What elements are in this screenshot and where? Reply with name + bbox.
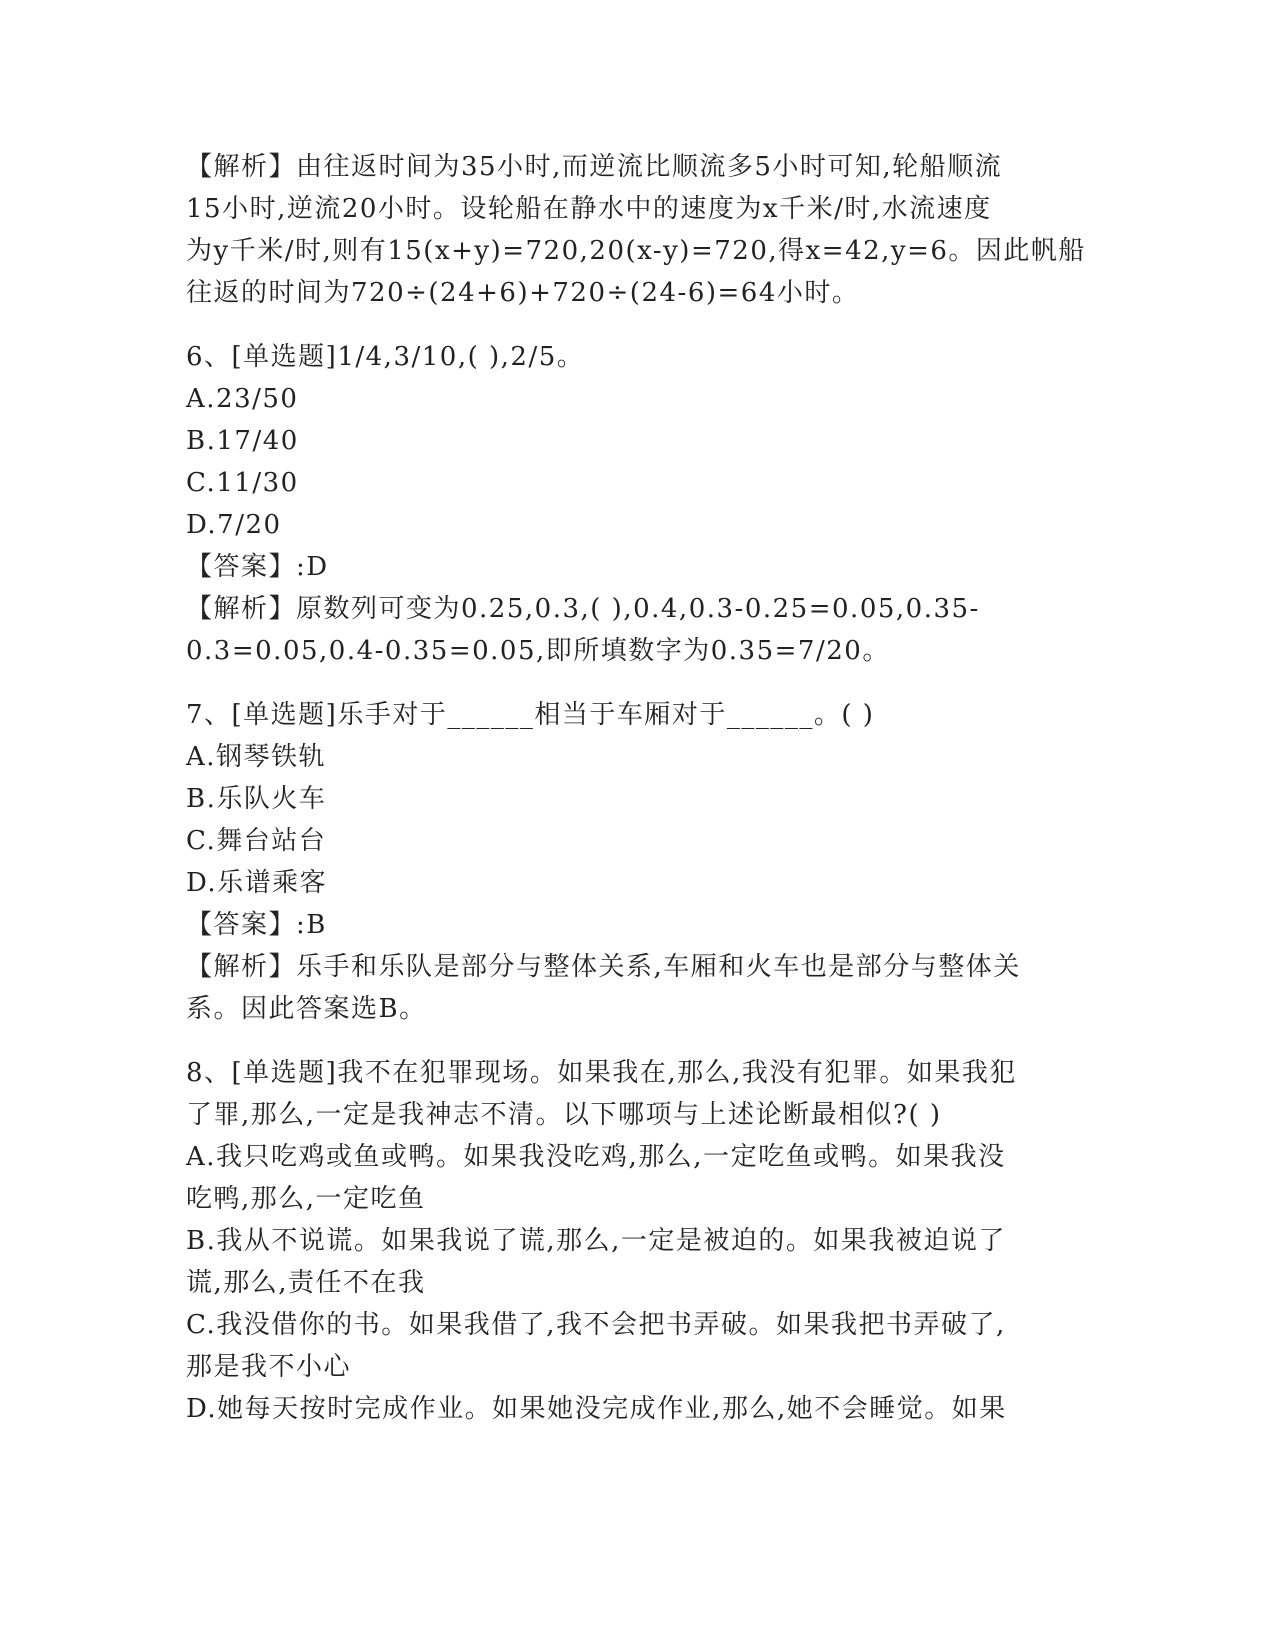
q6-answer: 【答案】:D — [186, 552, 329, 582]
q5-analysis — [186, 146, 1086, 314]
question-7 — [186, 694, 1086, 1030]
q7-answer: 【答案】:B — [186, 910, 327, 940]
q5-analysis-line: 往返的时间为720÷(24+6)+720÷(24-6)=64小时。 — [186, 278, 860, 308]
q6-option-d: D.7/20 — [186, 510, 282, 540]
q8-option-c-cont: 那是我不小心 — [186, 1352, 352, 1382]
question-8 — [186, 1052, 1086, 1430]
q7-analysis-line: 系。因此答案选B。 — [186, 994, 427, 1024]
spacer — [186, 314, 1086, 336]
q6-analysis-line: 【解析】原数列可变为0.25,0.3,( ),0.4,0.3-0.25=0.05,0.35- — [186, 594, 980, 624]
q5-analysis-line: 15小时,逆流20小时。设轮船在静水中的速度为x千米/时,水流速度 — [186, 194, 992, 224]
q5-analysis-line: 【解析】由往返时间为35小时,而逆流比顺流多5小时可知,轮船顺流 — [186, 152, 1003, 182]
q6-stem: 6、[单选题]1/4,3/10,( ),2/5。 — [186, 342, 585, 372]
q5-analysis-line: 为y千米/时,则有15(x+y)=720,20(x-y)=720,得x=42,y=6。因此帆船 — [186, 236, 1086, 266]
q8-option-c: C.我没借你的书。如果我借了,我不会把书弄破。如果我把书弄破了, — [186, 1310, 1006, 1340]
q8-stem-line: 了罪,那么,一定是我神志不清。以下哪项与上述论断最相似?( ) — [186, 1100, 942, 1130]
q8-stem-line: 8、[单选题]我不在犯罪现场。如果我在,那么,我没有犯罪。如果我犯 — [186, 1058, 1017, 1088]
q7-option-a: A.钢琴铁轨 — [186, 742, 327, 772]
spacer — [186, 672, 1086, 694]
spacer — [186, 1030, 1086, 1052]
q8-option-b: B.我从不说谎。如果我说了谎,那么,一定是被迫的。如果我被迫说了 — [186, 1226, 1006, 1256]
q7-option-c: C.舞台站台 — [186, 826, 327, 856]
q7-option-b: B.乐队火车 — [186, 784, 327, 814]
q8-option-d: D.她每天按时完成作业。如果她没完成作业,那么,她不会睡觉。如果 — [186, 1394, 1007, 1424]
q7-analysis-line: 【解析】乐手和乐队是部分与整体关系,车厢和火车也是部分与整体关 — [186, 952, 1021, 982]
q8-option-b-cont: 谎,那么,责任不在我 — [186, 1268, 426, 1298]
q7-stem: 7、[单选题]乐手对于______相当于车厢对于______。( ) — [186, 700, 875, 730]
q6-option-b: B.17/40 — [186, 426, 299, 456]
q8-option-a: A.我只吃鸡或鱼或鸭。如果我没吃鸡,那么,一定吃鱼或鸭。如果我没 — [186, 1142, 1006, 1172]
q7-option-d: D.乐谱乘客 — [186, 868, 328, 898]
q6-option-c: C.11/30 — [186, 468, 299, 498]
q6-option-a: A.23/50 — [186, 384, 299, 414]
q8-option-a-cont: 吃鸭,那么,一定吃鱼 — [186, 1184, 426, 1214]
question-6 — [186, 336, 1086, 672]
q6-analysis-line: 0.3=0.05,0.4-0.35=0.05,即所填数字为0.35=7/20。 — [186, 636, 890, 666]
page-content — [186, 146, 1086, 1430]
